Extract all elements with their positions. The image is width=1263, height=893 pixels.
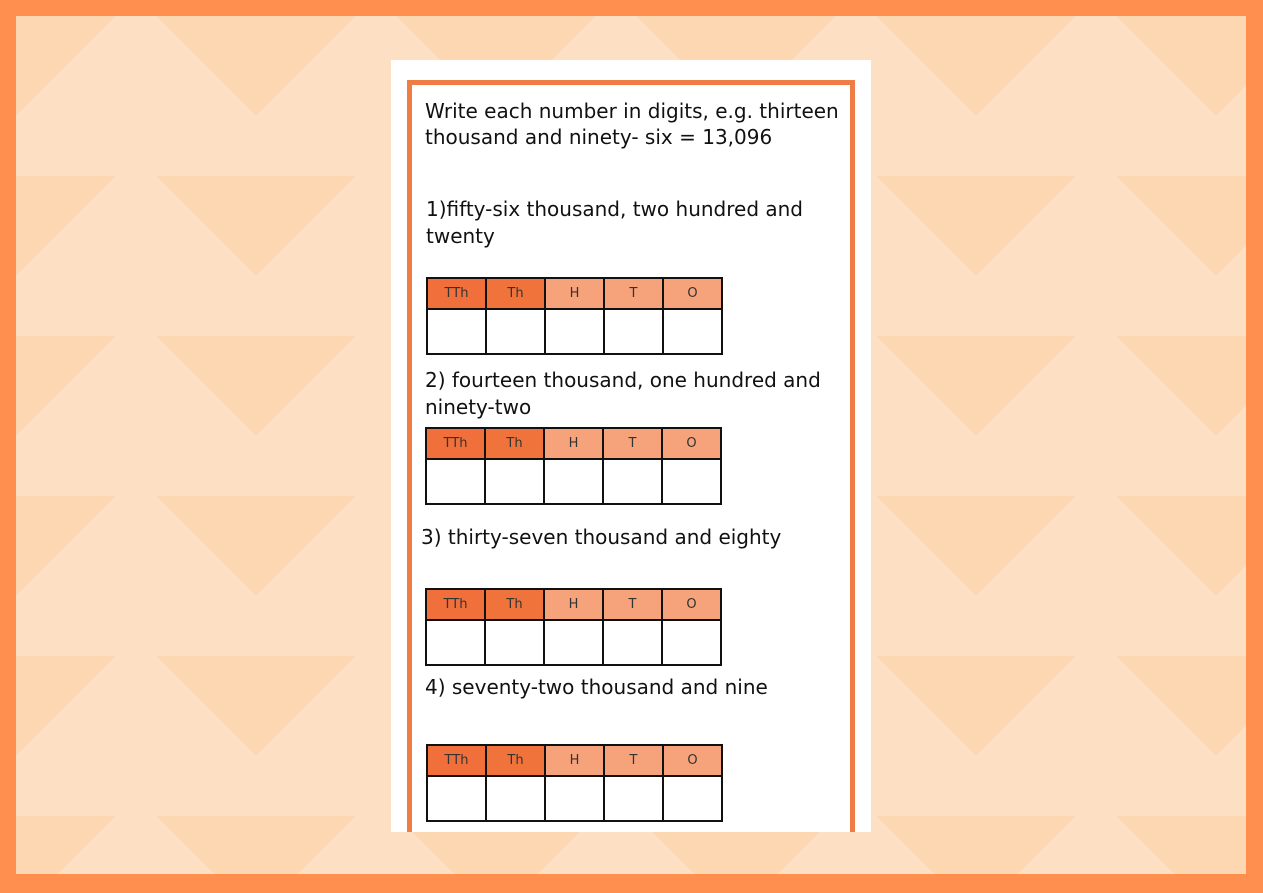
answer-cell-o[interactable] bbox=[663, 776, 722, 821]
question-2-text: 2) fourteen thousand, one hundred and ninety-two bbox=[425, 368, 821, 419]
question-3-text: 3) thirty-seven thousand and eighty bbox=[421, 525, 782, 549]
header-o: O bbox=[662, 589, 721, 620]
header-th: Th bbox=[486, 745, 545, 776]
header-o: O bbox=[663, 745, 722, 776]
answer-row bbox=[427, 309, 722, 354]
header-t: T bbox=[603, 589, 662, 620]
answer-cell-t[interactable] bbox=[604, 309, 663, 354]
answer-cell-t[interactable] bbox=[604, 776, 663, 821]
answer-cell-th[interactable] bbox=[485, 459, 544, 504]
header-tth: TTh bbox=[427, 745, 486, 776]
header-t: T bbox=[603, 428, 662, 459]
worksheet bbox=[391, 60, 871, 832]
answer-cell-tth[interactable] bbox=[426, 459, 485, 504]
place-value-table-4 bbox=[426, 744, 723, 822]
answer-cell-o[interactable] bbox=[662, 620, 721, 665]
table-header-row bbox=[426, 589, 721, 620]
answer-cell-h[interactable] bbox=[544, 459, 603, 504]
header-h: H bbox=[545, 278, 604, 309]
header-tth: TTh bbox=[426, 589, 485, 620]
answer-cell-o[interactable] bbox=[663, 309, 722, 354]
header-o: O bbox=[662, 428, 721, 459]
answer-cell-h[interactable] bbox=[545, 776, 604, 821]
header-tth: TTh bbox=[427, 278, 486, 309]
header-th: Th bbox=[486, 278, 545, 309]
header-h: H bbox=[544, 428, 603, 459]
place-value-table-1 bbox=[426, 277, 723, 355]
header-o: O bbox=[663, 278, 722, 309]
answer-cell-tth[interactable] bbox=[426, 620, 485, 665]
answer-cell-o[interactable] bbox=[662, 459, 721, 504]
header-th: Th bbox=[485, 589, 544, 620]
answer-row bbox=[426, 620, 721, 665]
answer-row bbox=[427, 776, 722, 821]
table-header-row bbox=[426, 428, 721, 459]
answer-cell-h[interactable] bbox=[545, 309, 604, 354]
question-4-text: 4) seventy-two thousand and nine bbox=[425, 675, 768, 699]
place-value-table-3 bbox=[425, 588, 722, 666]
answer-cell-th[interactable] bbox=[485, 620, 544, 665]
header-h: H bbox=[544, 589, 603, 620]
header-th: Th bbox=[485, 428, 544, 459]
answer-cell-t[interactable] bbox=[603, 459, 662, 504]
answer-cell-tth[interactable] bbox=[427, 309, 486, 354]
place-value-table-2 bbox=[425, 427, 722, 505]
question-1-text: 1)fifty-six thousand, two hundred and twenty bbox=[426, 197, 804, 248]
answer-cell-th[interactable] bbox=[486, 776, 545, 821]
answer-cell-h[interactable] bbox=[544, 620, 603, 665]
header-t: T bbox=[604, 278, 663, 309]
answer-cell-th[interactable] bbox=[486, 309, 545, 354]
header-tth: TTh bbox=[426, 428, 485, 459]
answer-cell-t[interactable] bbox=[603, 620, 662, 665]
table-header-row bbox=[427, 745, 722, 776]
instruction-text: Write each number in digits, e.g. thirteen thousand and ninety- six = 13,096 bbox=[425, 99, 839, 149]
header-h: H bbox=[545, 745, 604, 776]
answer-row bbox=[426, 459, 721, 504]
answer-cell-tth[interactable] bbox=[427, 776, 486, 821]
table-header-row bbox=[427, 278, 722, 309]
header-t: T bbox=[604, 745, 663, 776]
